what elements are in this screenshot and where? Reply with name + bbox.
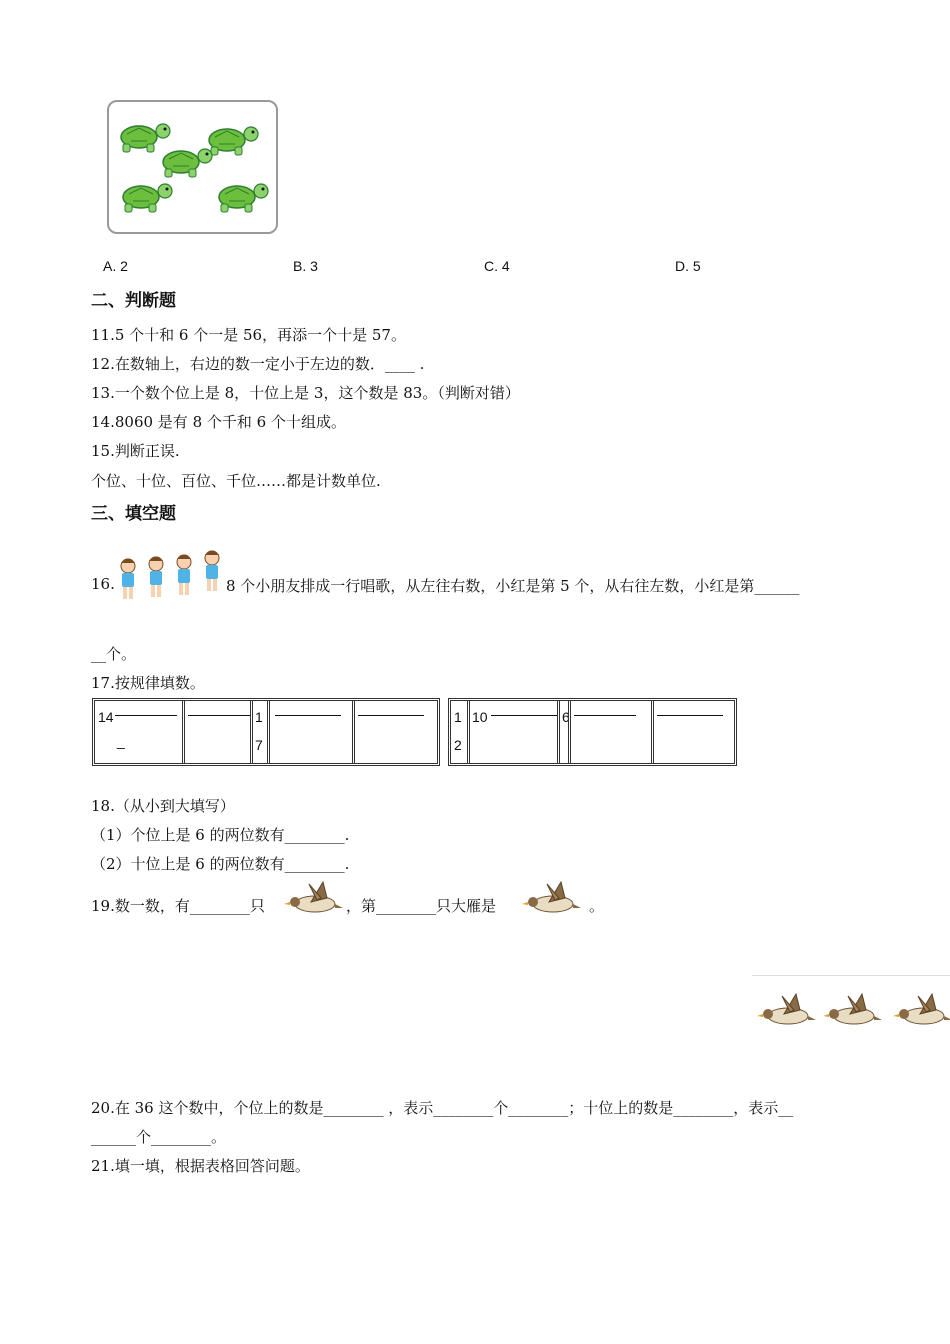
- option-d[interactable]: D. 5: [675, 258, 701, 274]
- question-13: 13.一个数个位上是 8，十位上是 3，这个数是 83。（判断对错）: [91, 384, 520, 402]
- table1-divider-3: [267, 701, 270, 763]
- table2-blank-3[interactable]: [657, 715, 723, 716]
- goose-icon: [522, 880, 584, 920]
- option-c[interactable]: C. 4: [484, 258, 510, 274]
- section-title-judgement: 二、判断题: [91, 291, 176, 311]
- question-16-number: 16.: [91, 575, 115, 593]
- geese-row-picture: [752, 975, 950, 1042]
- option-b[interactable]: B. 3: [293, 258, 318, 274]
- question-18: 18.（从小到大填写）: [91, 797, 235, 815]
- table2-cell-2: 10: [472, 709, 488, 725]
- sequence-table-1: [92, 698, 440, 766]
- question-21: 21.填一填，根据表格回答问题。: [91, 1157, 310, 1175]
- question-14: 14.8060 是有 8 个千和 6 个十组成。: [91, 413, 346, 431]
- question-20-continue: ______个________。: [91, 1128, 227, 1146]
- table2-cell-1-bottom: 2: [454, 737, 462, 753]
- question-11: 11.5 个十和 6 个一是 56，再添一个十是 57。: [91, 326, 406, 344]
- question-12: 12.在数轴上，右边的数一定小于左边的数．____ .: [91, 355, 425, 373]
- question-17: 17.按规律填数。: [91, 674, 205, 692]
- table1-cell-1-blank: _: [117, 733, 125, 749]
- turtle-picture: [107, 100, 278, 234]
- table2-blank-2[interactable]: [574, 715, 636, 716]
- table1-cell-1: 14: [98, 709, 114, 725]
- table2-cell-1-top: 1: [454, 709, 462, 725]
- table1-cell-3-top: 1: [255, 709, 263, 725]
- sequence-table-2: [448, 698, 737, 766]
- table1-divider-1: [182, 701, 185, 763]
- question-19-part-b: ，第________只大雁是: [346, 897, 497, 915]
- question-18-part-1: （1）个位上是 6 的两位数有________.: [91, 826, 350, 844]
- question-15-statement: 个位、十位、百位、千位……都是计数单位.: [91, 472, 381, 490]
- table2-blank-1[interactable]: [491, 715, 557, 716]
- question-18-part-2: （2）十位上是 6 的两位数有________.: [91, 855, 350, 873]
- question-19-part-c: 。: [589, 897, 605, 915]
- table1-blank-2[interactable]: [188, 715, 250, 716]
- table2-divider-2: [557, 701, 560, 763]
- question-15: 15.判断正误.: [91, 442, 180, 460]
- goose-icon: [284, 880, 346, 920]
- table1-cell-3-bottom: 7: [255, 737, 263, 753]
- table1-blank-3[interactable]: [275, 715, 341, 716]
- question-16-text: 8 个小朋友排成一行唱歌，从左往右数，小红是第 5 个，从右往左数，小红是第______: [226, 577, 800, 595]
- section-title-fill: 三、填空题: [91, 504, 176, 524]
- question-20: 20.在 36 这个数中，个位上的数是________ ，表示________个________；十位上的数是________，表示__: [91, 1099, 794, 1117]
- table2-divider-1: [467, 701, 470, 763]
- table1-divider-4: [352, 701, 355, 763]
- kids-picture: [112, 542, 228, 612]
- table2-divider-4: [651, 701, 654, 763]
- table1-blank-1[interactable]: [115, 715, 177, 716]
- table1-blank-4[interactable]: [358, 715, 424, 716]
- table2-cell-3: 6: [562, 709, 570, 725]
- table2-divider-3: [568, 701, 571, 763]
- option-a[interactable]: A. 2: [103, 258, 128, 274]
- question-16-continue: __个。: [91, 645, 137, 663]
- question-19-part-a: 19.数一数，有________只: [91, 897, 265, 915]
- table1-divider-2: [250, 701, 253, 763]
